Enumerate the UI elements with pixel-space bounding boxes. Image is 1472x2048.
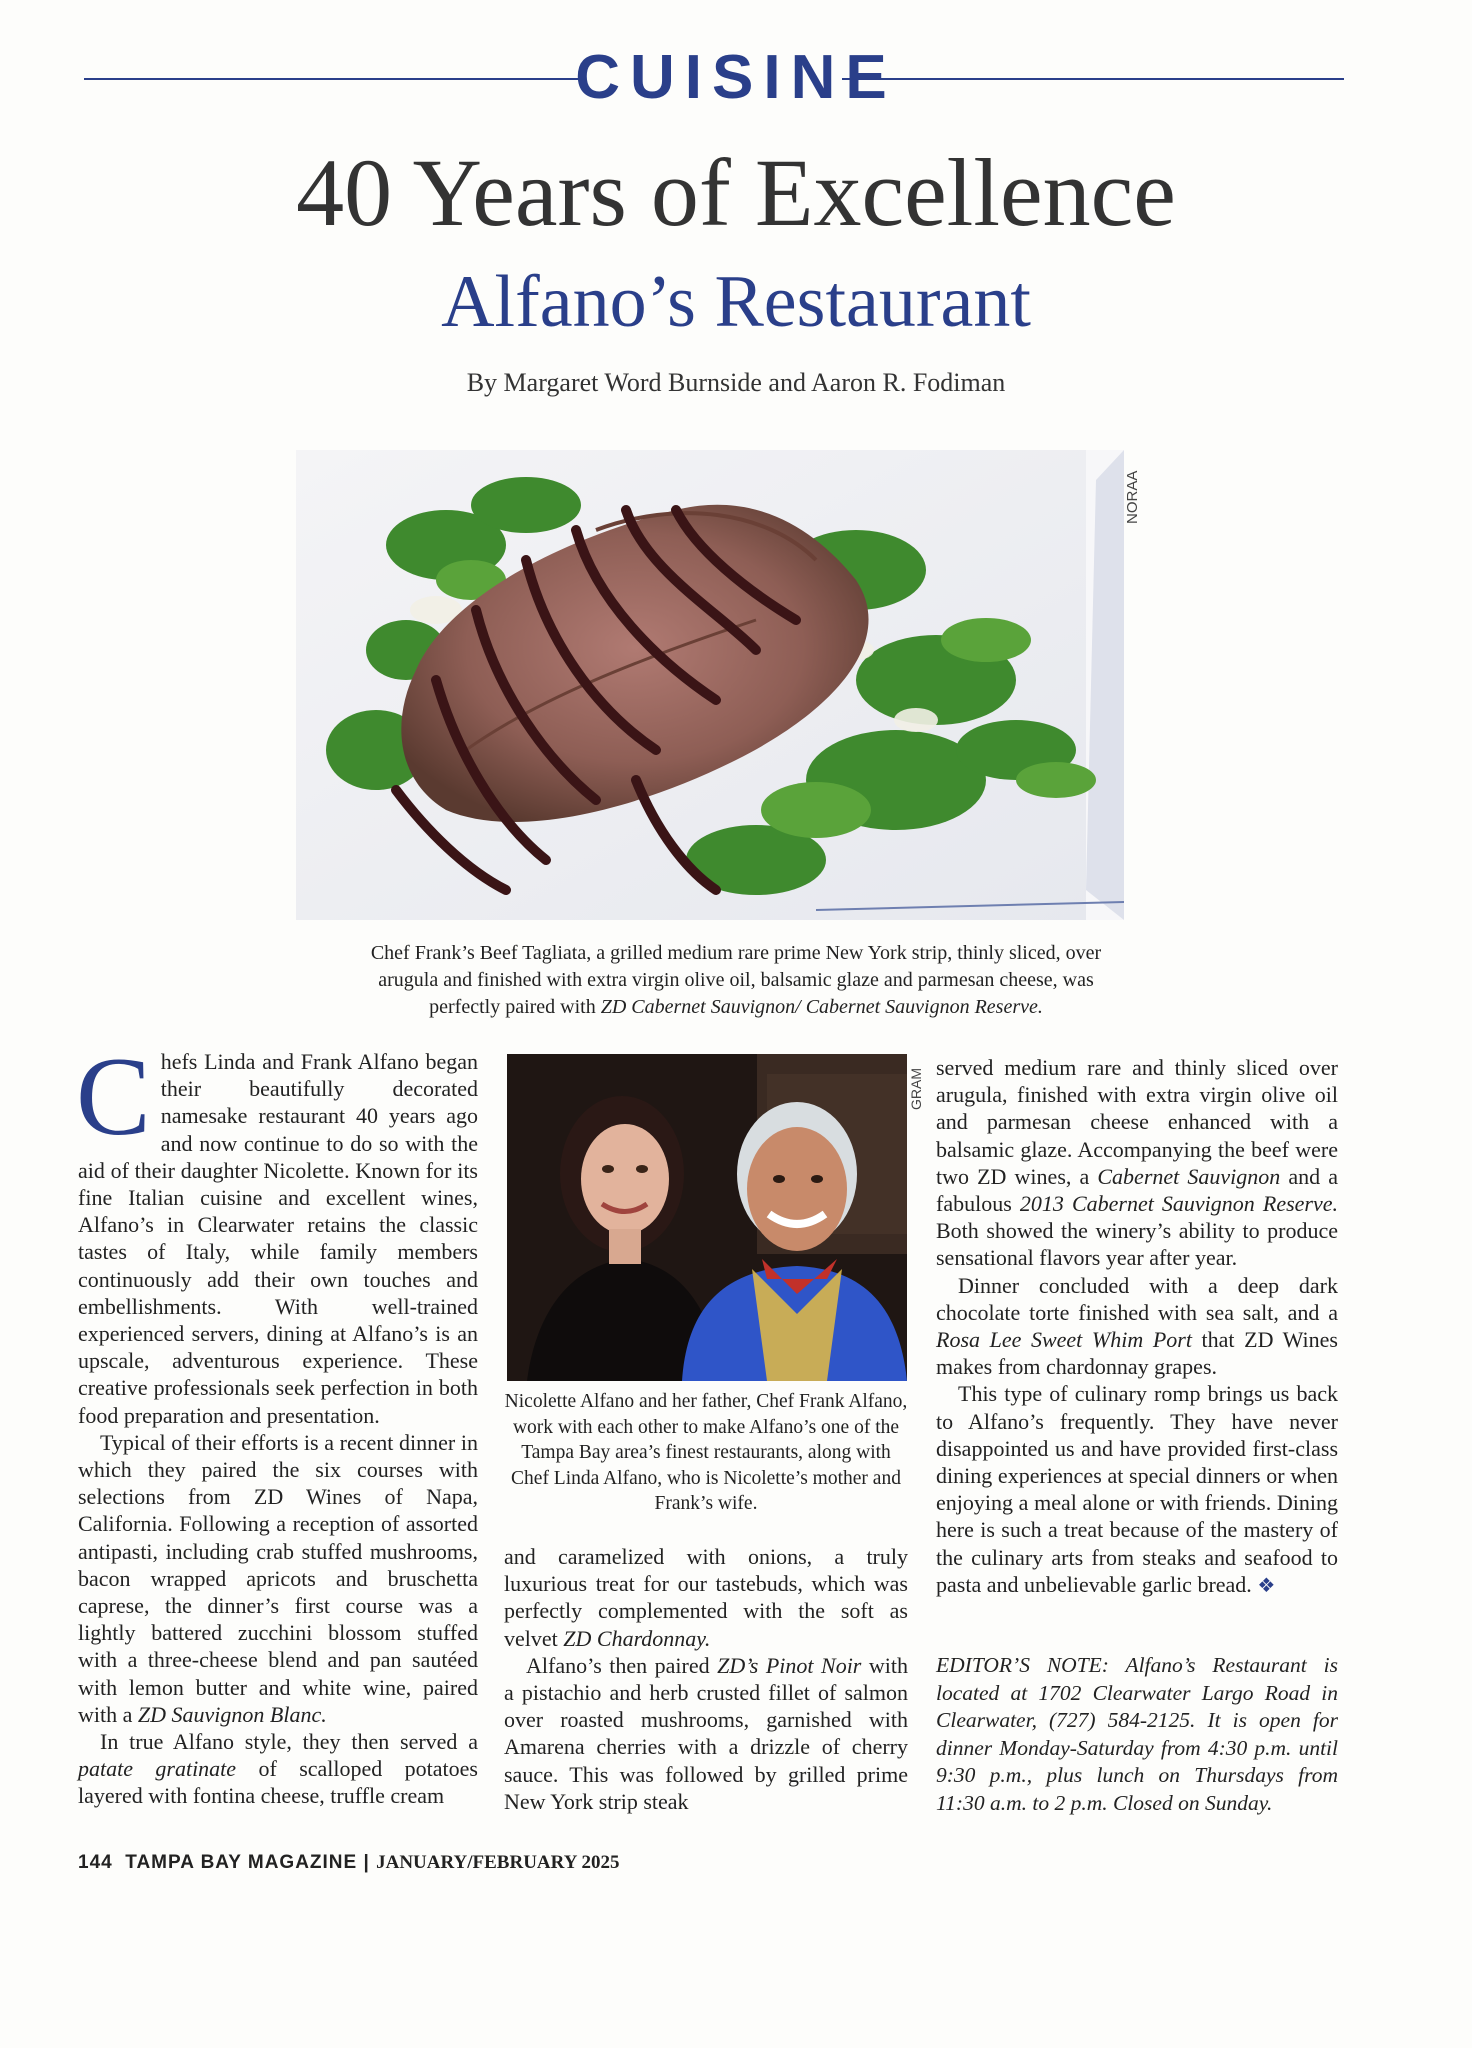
paragraph-4: Alfano’s then paired ZD’s Pinot Noir with a pistachio and herb crusted fillet of salmon over roasted mushrooms, garnished with Amarena cherries with a drizzle of cherry sauce. This was followed by grilled prime New York strip steak xyxy=(504,1652,909,1814)
section-label: CUISINE xyxy=(575,43,897,112)
nicolette-and-frank-photo xyxy=(507,1054,907,1381)
paragraph-5: Dinner concluded with a deep dark chocolate torte finished with sea salt, and a Rosa Lee Sweet Whim Port that ZD Wines makes from chardonnay grapes. xyxy=(936,1272,1338,1380)
photo-caption-beef: Chef Frank’s Beef Tagliata, a grilled medium rare prime New York strip, thinly sliced, over arugula and finished with extra virgin olive oil, balsamic glaze and parmesan cheese, was perfectly paired with ZD Cabernet Sauvignon/ Cabernet Sauvignon Reserve. xyxy=(370,942,1102,1018)
paragraph-2: Typical of their efforts is a recent dinner in which they paired the six courses with selections from ZD Wines of Napa, California. Following a reception of assorted antipasti, including crab stuffed mushrooms, bacon wrapped apricots and bruschetta caprese, the dinner’s first course was a lightly battered zucchini blossom stuffed with a three-cheese blend and pan sautéed with lemon butter and white wine, paired with a ZD Sauvignon Blanc. xyxy=(78,1429,478,1727)
paragraph-4-continued: served medium rare and thinly sliced over arugula, finished with extra virgin olive oil and parmesan cheese enhanced with a balsamic glaze. Accompanying the beef were two ZD wines, a Cabernet Sauvignon and a fabulous 2013 Cabernet Sauvignon Reserve. Both showed the winery’s ability to produce sensational flavors year after year. xyxy=(936,1055,1339,1271)
photo-credit-noraa: NORAA xyxy=(1124,470,1141,524)
issue-date: JANUARY/FEBRUARY 2025 xyxy=(376,1852,620,1873)
page-footer xyxy=(78,1852,619,1874)
article-subtitle: Alfano’s Restaurant xyxy=(441,261,1031,343)
editors-note: EDITOR’S NOTE: Alfano’s Restaurant is located at 1702 Clearwater Largo Road in Clearwater, (727) 584-2125. It is open for dinner Monday-Saturday from 4:30 p.m. until 9:30 p.m., plus lunch on Thursdays from 11:30 a.m. to 2 p.m. Closed on Sunday. xyxy=(936,1653,1338,1815)
beef-tagliata-photo xyxy=(296,450,1124,920)
paragraph-3: In true Alfano style, they then served a patate gratinate of scalloped potatoes layered with fontina cheese, truffle cream xyxy=(78,1729,478,1809)
photo-credit-gram: GRAM xyxy=(908,1068,924,1110)
footer-separator: | xyxy=(363,1852,370,1873)
end-mark-icon: ❖ xyxy=(1257,1574,1276,1597)
paragraph-6: This type of culinary romp brings us back to Alfano’s frequently. They have never disappointed us and have provided first-class dining experiences at special dinners or when enjoying a meal alone or with friends. Dining here is such a treat because of the mastery of the culinary arts from steaks and seafood to pasta and unbelievable garlic bread. ❖ xyxy=(936,1381,1338,1597)
article-title: 40 Years of Excellence xyxy=(296,139,1176,246)
article-column-1 xyxy=(76,1035,478,1810)
magazine-name: TAMPA BAY MAGAZINE xyxy=(125,1852,358,1873)
article-column-3 xyxy=(936,1054,1338,1600)
drop-cap: C xyxy=(76,1035,151,1159)
article-column-2 xyxy=(504,1543,908,1815)
byline: By Margaret Word Burnside and Aaron R. Fodiman xyxy=(466,368,1006,397)
photo-caption-family: Nicolette Alfano and her father, Chef Frank Alfano, work with each other to make Alfano’s one of the Tampa Bay area’s finest restaurants, along with Chef Linda Alfano, who is Nicolette’s mother and Frank’s wife. xyxy=(504,1391,908,1514)
page-number: 144 xyxy=(78,1852,113,1873)
paragraph-3-continued: and caramelized with onions, a truly luxurious treat for our tastebuds, which was perfectly complemented with the soft as velvet ZD Chardonnay. xyxy=(504,1544,908,1651)
paragraph-1: Chefs Linda and Frank Alfano began their beautifully decorated namesake restaurant 40 years ago and now continue to do so with the aid of their daughter Nicolette. Known for its fine Italian cuisine and excellent wines, Alfano’s in Clearwater retains the classic tastes of Italy, while family members continuously add their own touches and embellishments. With well-trained experienced servers, dining at Alfano’s is an upscale, adventurous experience. These creative professionals seek perfection in both food preparation and presentation. xyxy=(76,1035,478,1428)
